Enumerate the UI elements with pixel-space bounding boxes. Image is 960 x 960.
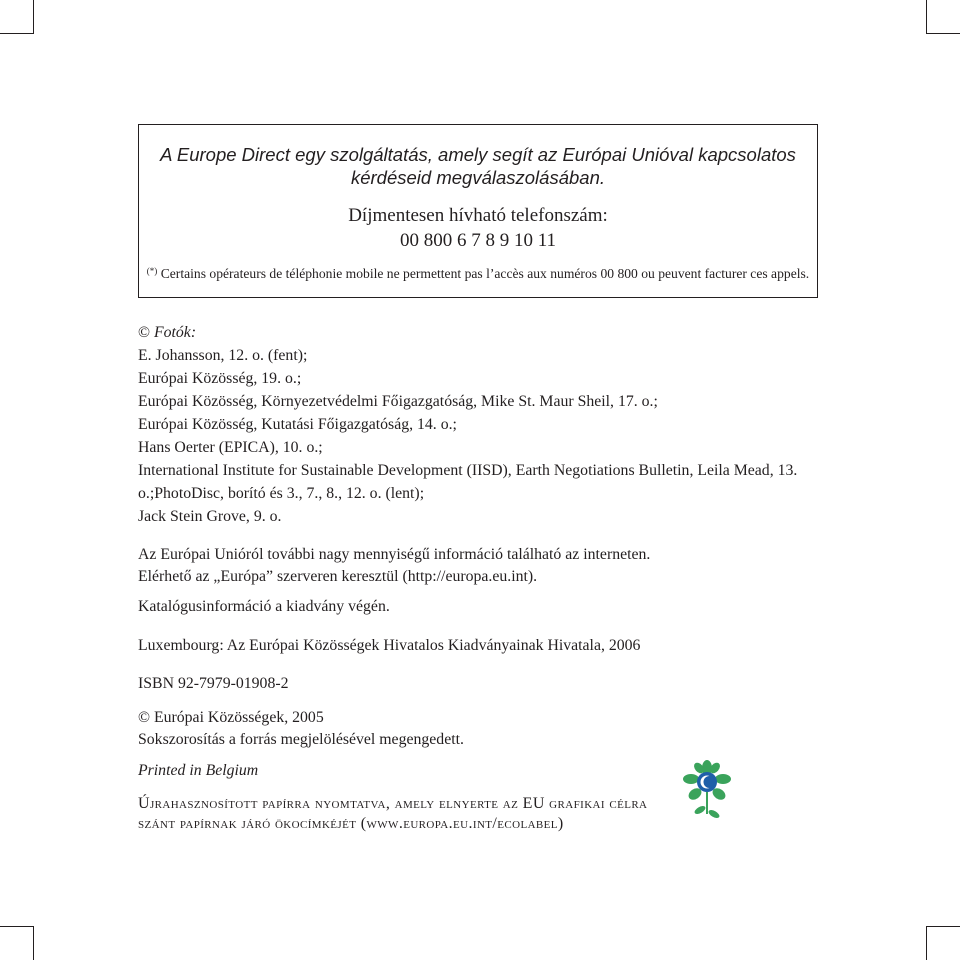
eu-ecolabel-flower-icon [683, 760, 731, 824]
info-line: Elérhető az „Európa” szerveren keresztül (http://europa.eu.int). [138, 568, 538, 585]
publisher-line: Luxembourg: Az Európai Közösségek Hivatalos Kiadványainak Hivatala, 2006 [138, 637, 641, 654]
credit-line: Jack Stein Grove, 9. o. [138, 508, 282, 525]
crop-mark [0, 33, 34, 34]
isbn-line: ISBN 92-7979-01908-2 [138, 675, 289, 692]
crop-mark [33, 0, 34, 34]
credit-line: International Institute for Sustainable Development (IISD), Earth Negotiations Bulletin, Leila Mead, 13. [138, 462, 798, 479]
intro-line: kérdéseid megválaszolásában. [350, 167, 605, 188]
ecolabel-text: Újrahasznosított papírra nyomtatva, amely elnyerte az EU grafikai célra [138, 795, 648, 812]
credit-line: Európai Közösség, Kutatási Főigazgatóság, 14. o.; [138, 416, 457, 433]
phone-number: 00 800 6 7 8 9 10 11 [399, 230, 557, 251]
crop-mark [926, 926, 927, 960]
phone-heading: Díjmentesen hívható telefonszám: [348, 205, 608, 226]
crop-mark [926, 0, 927, 34]
europe-direct-box [138, 124, 818, 298]
credit-line: Hans Oerter (EPICA), 10. o.; [138, 439, 323, 456]
info-line: Az Európai Unióról további nagy mennyiségű információ található az interneten. [138, 546, 651, 563]
footnote-text: Certains opérateurs de téléphonie mobile ne permettent pas l’accès aux numéros 00 800 ou peuvent facturer ces appels. [160, 266, 810, 281]
crop-mark [926, 33, 960, 34]
crop-mark [0, 926, 34, 927]
printed-in-line: Printed in Belgium [138, 762, 259, 779]
photo-credits-label: Fotók: [153, 324, 197, 341]
ecolabel-text: szánt papírnak járó ökocímkéjét (www.europa.eu.int/ecolabel) [138, 815, 564, 832]
copyright-line: © Európai Közösségek, 2005 [138, 709, 324, 726]
copyright-symbol: © [138, 324, 151, 341]
credit-line: o.;PhotoDisc, borító és 3., 7., 8., 12. o. (lent); [138, 485, 425, 502]
credit-line: Európai Közösség, Környezetvédelmi Főigazgatóság, Mike St. Maur Sheil, 17. o.; [138, 393, 658, 410]
catalogue-note: Katalógusinformáció a kiadvány végén. [138, 598, 390, 615]
reproduction-line: Sokszorosítás a forrás megjelölésével megengedett. [138, 731, 464, 748]
intro-line: A Europe Direct egy szolgáltatás, amely segít az Európai Unióval kapcsolatos [160, 144, 796, 165]
footnote-mark: (*) [146, 266, 158, 276]
credit-line: E. Johansson, 12. o. (fent); [138, 347, 308, 364]
footnote [139, 266, 817, 282]
crop-mark [926, 926, 960, 927]
credit-line: Európai Közösség, 19. o.; [138, 370, 302, 387]
photo-credits-heading [138, 324, 196, 342]
crop-mark [33, 926, 34, 960]
